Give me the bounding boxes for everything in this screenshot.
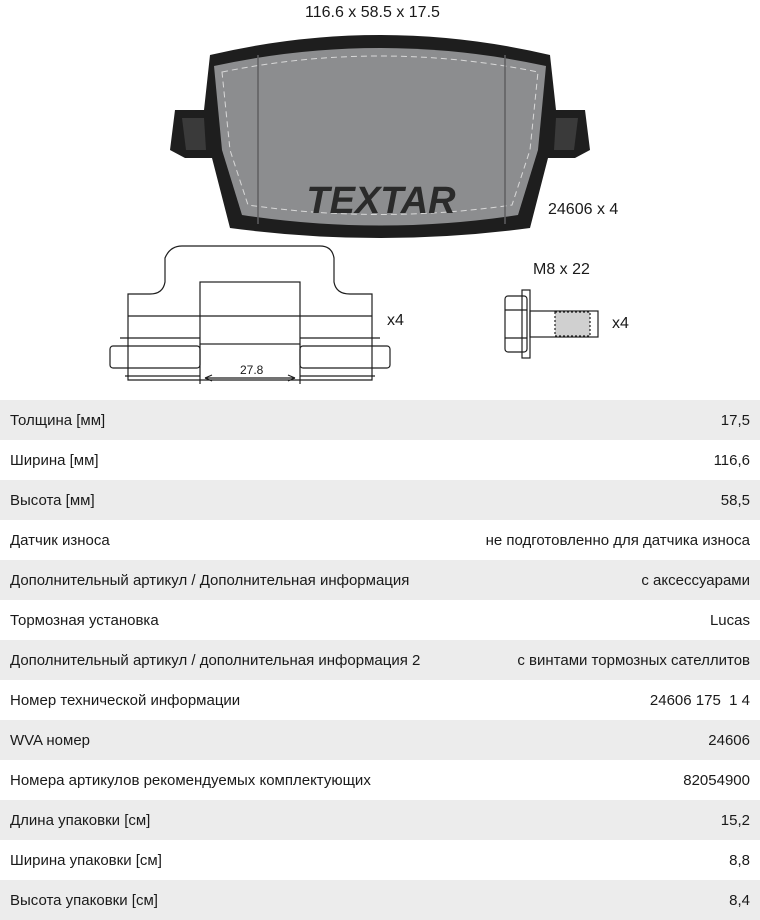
spec-label: Ширина упаковки [см] bbox=[10, 851, 162, 869]
spec-row bbox=[0, 520, 760, 560]
pad-part-number-label: 24606 x 4 bbox=[548, 201, 619, 218]
spec-value: 8,8 bbox=[729, 851, 750, 869]
clip-dimension-label: 27.8 bbox=[240, 363, 264, 377]
spec-label: Номер технической информации bbox=[10, 691, 241, 709]
spec-label: Номера артикулов рекомендуемых комплектующих bbox=[10, 771, 371, 789]
spec-value: 15,2 bbox=[720, 811, 750, 829]
spec-value: не подготовленно для датчика износа bbox=[485, 531, 750, 549]
brake-pad-illustration bbox=[0, 0, 760, 400]
spec-value: с винтами тормозных сателлитов bbox=[517, 651, 750, 669]
spec-label: Ширина [мм] bbox=[10, 451, 99, 469]
clip-quantity-label: x4 bbox=[387, 312, 404, 329]
bolt-size-label: M8 x 22 bbox=[533, 261, 590, 278]
spec-row bbox=[0, 880, 760, 920]
specifications-table bbox=[0, 400, 760, 920]
bolt-drawing bbox=[505, 290, 598, 358]
brand-logo-text: TEXTAR bbox=[306, 180, 456, 222]
spec-label: Дополнительный артикул / Дополнительная информация bbox=[10, 571, 410, 589]
spec-row bbox=[0, 840, 760, 880]
spec-row bbox=[0, 720, 760, 760]
spec-row bbox=[0, 640, 760, 680]
spec-row bbox=[0, 480, 760, 520]
spec-label: Дополнительный артикул / дополнительная информация 2 bbox=[10, 651, 421, 669]
spec-label: Высота [мм] bbox=[10, 491, 95, 509]
spec-value: 24606 175 1 4 bbox=[649, 691, 750, 709]
spec-label: Толщина [мм] bbox=[10, 411, 106, 429]
spec-label: Тормозная установка bbox=[10, 611, 159, 629]
spec-value: 24606 bbox=[708, 731, 750, 749]
spec-label: WVA номер bbox=[10, 731, 91, 749]
spec-value: с аксессуарами bbox=[641, 571, 750, 589]
spec-row bbox=[0, 760, 760, 800]
spec-row bbox=[0, 560, 760, 600]
spec-row bbox=[0, 600, 760, 640]
bolt-quantity-label: x4 bbox=[612, 315, 629, 332]
spec-value: 8,4 bbox=[729, 891, 750, 909]
spec-row bbox=[0, 440, 760, 480]
spec-label: Датчик износа bbox=[10, 531, 110, 549]
spec-row bbox=[0, 680, 760, 720]
spec-value: 58,5 bbox=[720, 491, 750, 509]
spec-row bbox=[0, 800, 760, 840]
spec-value: 17,5 bbox=[720, 411, 750, 429]
spec-value: 116,6 bbox=[713, 451, 750, 469]
spec-label: Длина упаковки [см] bbox=[10, 811, 151, 829]
spec-row bbox=[0, 400, 760, 440]
product-drawing bbox=[0, 0, 760, 400]
overall-dimensions-label: 116.6 x 58.5 x 17.5 bbox=[305, 4, 440, 21]
spec-label: Высота упаковки [см] bbox=[10, 891, 158, 909]
spec-value: Lucas bbox=[709, 611, 750, 629]
spec-value: 82054900 bbox=[683, 771, 750, 789]
